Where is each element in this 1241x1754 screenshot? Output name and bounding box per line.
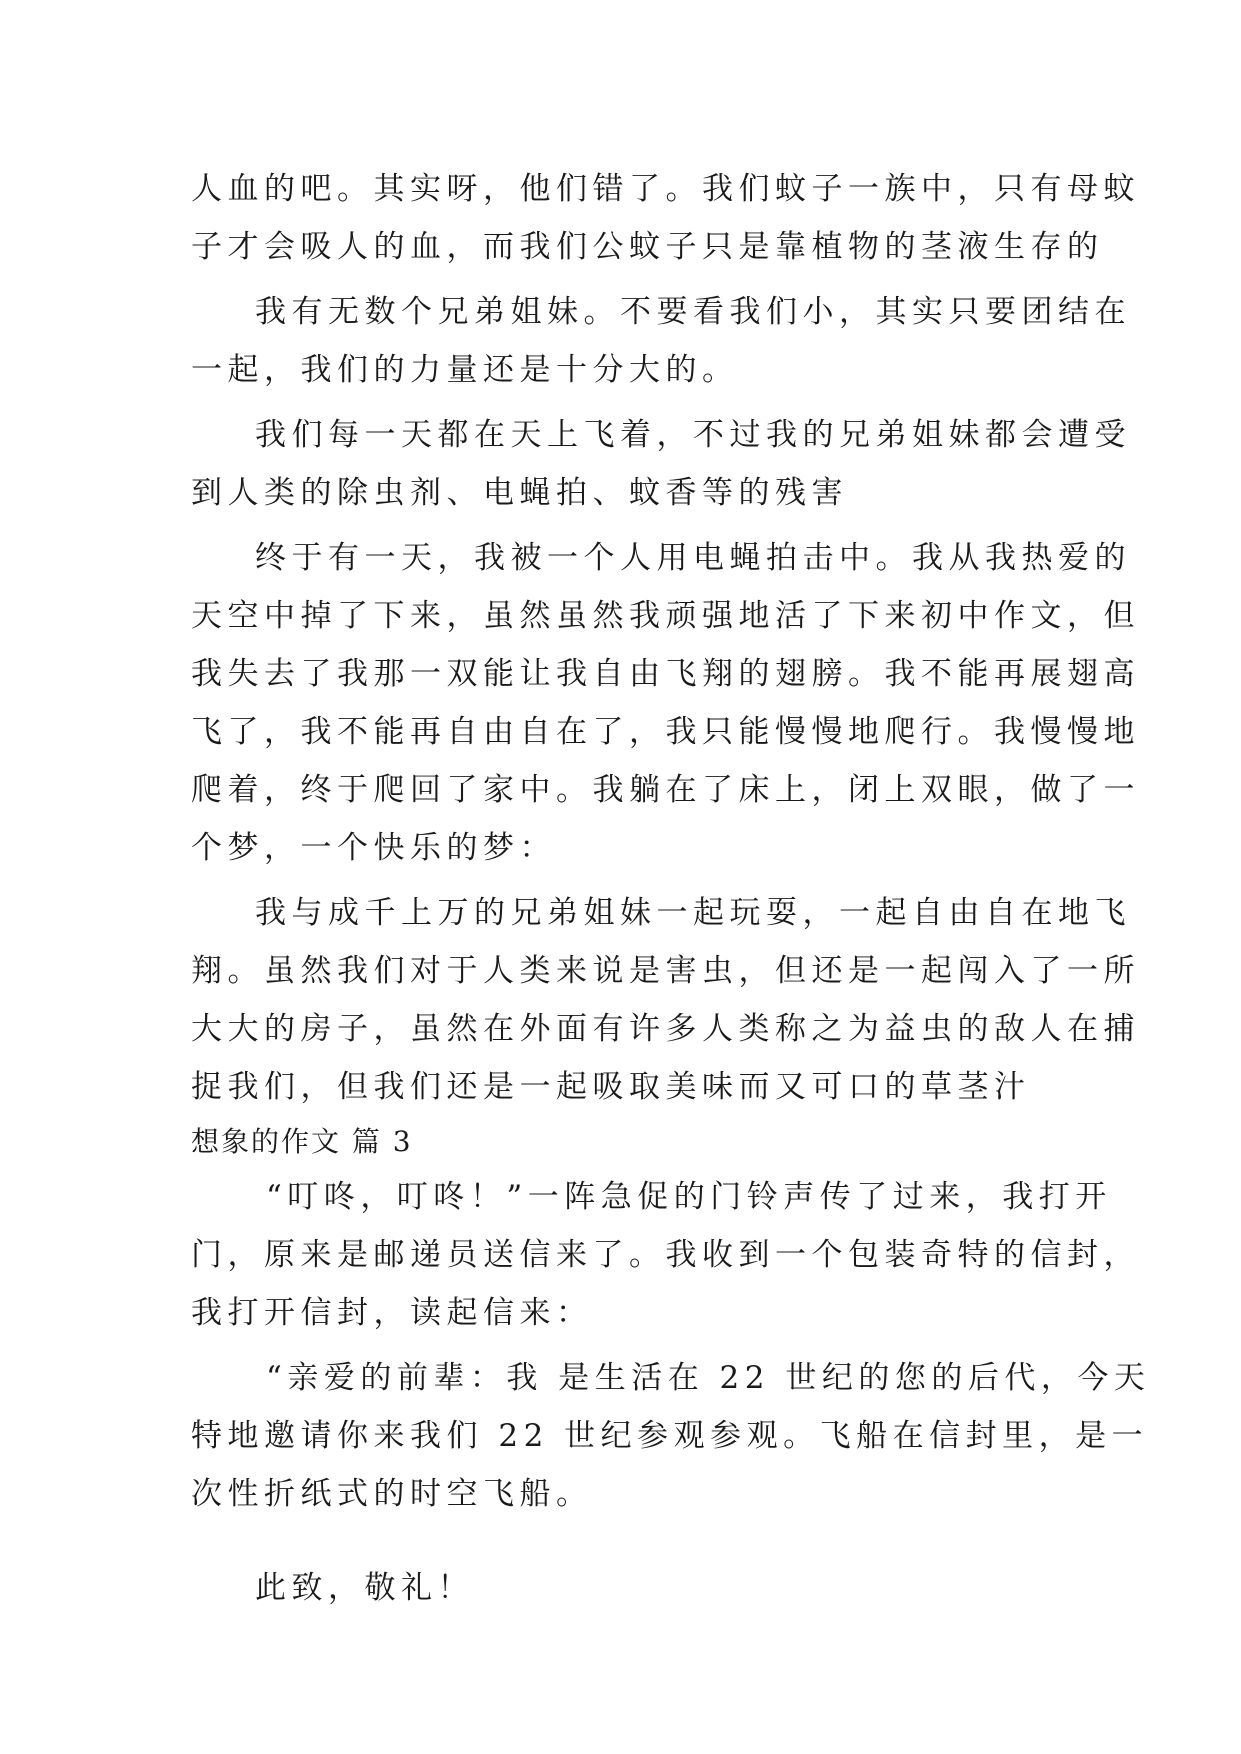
text-line: “叮咚，叮咚！”一阵急促的门铃声传了过来，我打开 <box>266 1179 1112 1215</box>
text-line: 子才会吸人的血，而我们公蚊子只是靠植物的茎液生存的 <box>191 229 1104 265</box>
text-line: 我打开信封，读起信来： <box>191 1295 593 1331</box>
paragraph <box>191 160 1140 276</box>
text-line: 一起，我们的力量还是十分大的。 <box>191 352 739 388</box>
paragraph <box>191 1168 1140 1342</box>
text-line: 次性折纸式的时空飞船。 <box>191 1476 593 1512</box>
text-line: 终于有一天，我被一个人用电蝇拍击中。我从我热爱的 <box>255 540 1131 576</box>
text-line: 到人类的除虫剂、电蝇拍、蚊香等的残害 <box>191 475 848 511</box>
paragraph <box>191 529 1140 877</box>
text-line: 我们每一天都在天上飞着，不过我的兄弟姐妹都会遭受 <box>255 417 1131 453</box>
text-line: 门，原来是邮递员送信来了。我收到一个包装奇特的信封， <box>191 1237 1140 1273</box>
text-line: 特地邀请你来我们 22 世纪参观参观。飞船在信封里，是一 <box>191 1418 1149 1454</box>
paragraph <box>191 283 1131 399</box>
text-line: 飞了，我不能再自由自在了，我只能慢慢地爬行。我慢慢地 <box>191 714 1140 750</box>
text-line: 我与成千上万的兄弟姐妹一起玩耍，一起自由自在地飞 <box>255 895 1131 931</box>
closing-line: 此致，敬礼！ <box>255 1570 474 1606</box>
paragraph <box>191 1349 1151 1523</box>
text-line: 翔。虽然我们对于人类来说是害虫，但还是一起闯入了一所 <box>191 953 1140 989</box>
text-line: 人血的吧。其实呀，他们错了。我们蚊子一族中，只有母蚊 <box>191 171 1140 207</box>
paragraph <box>191 884 1140 1116</box>
section-heading: 想象的作文 篇 3 <box>191 1125 413 1158</box>
text-line: 我失去了我那一双能让我自由飞翔的翅膀。我不能再展翅高 <box>191 656 1140 692</box>
text-line: 个梦，一个快乐的梦： <box>191 830 556 866</box>
document-body <box>191 160 1151 1617</box>
text-line: 我有无数个兄弟姐妹。不要看我们小，其实只要团结在 <box>255 294 1131 330</box>
text-line: 爬着，终于爬回了家中。我躺在了床上，闭上双眼，做了一 <box>191 772 1140 808</box>
text-line: 天空中掉了下来，虽然虽然我顽强地活了下来初中作文，但 <box>191 598 1140 634</box>
text-line: 捉我们，但我们还是一起吸取美味而又可口的草茎汁 <box>191 1069 1031 1105</box>
text-line: “亲爱的前辈：我 是生活在 22 世纪的您的后代，今天 <box>266 1360 1151 1396</box>
paragraph <box>191 406 1131 522</box>
text-line: 大大的房子，虽然在外面有许多人类称之为益虫的敌人在捕 <box>191 1011 1140 1047</box>
